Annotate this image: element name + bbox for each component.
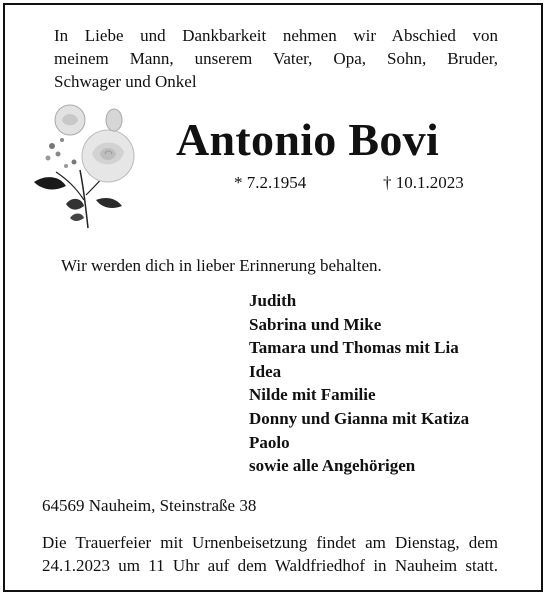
- mourner-entry: Sabrina und Mike: [249, 314, 382, 334]
- death-date: † 10.1.2023: [383, 173, 464, 192]
- mourner-entry: Idea: [249, 361, 282, 381]
- intro-line: meinem Mann, unserem Vater, Opa, Sohn, Bruder,: [54, 49, 498, 68]
- mourners-list: [249, 289, 469, 478]
- mourner-entry: Tamara und Thomas mit Lia: [249, 338, 459, 358]
- rose-bouquet-icon: [26, 100, 146, 240]
- mourner-entry: Judith: [249, 291, 297, 310]
- deceased-name: Antonio Bovi: [176, 114, 440, 165]
- mourner-entry: Donny und Gianna mit Katiza: [249, 408, 470, 428]
- mourner-entry: Nilde mit Familie: [249, 385, 376, 405]
- ceremony-line: Die Trauerfeier mit Urnenbeisetzung findet am Dienstag, dem: [42, 533, 498, 552]
- mourner-entry: Paolo: [249, 432, 290, 452]
- farewell-text: Wir werden dich in lieber Erinnerung behalten.: [61, 256, 382, 275]
- intro-line: Schwager und Onkel: [54, 72, 197, 91]
- ceremony-text: [42, 531, 498, 577]
- mourner-entry: sowie alle Angehörigen: [249, 456, 416, 476]
- birth-date: * 7.2.1954: [234, 173, 307, 192]
- family-address: 64569 Nauheim, Steinstraße 38: [42, 496, 257, 515]
- intro-line: In Liebe und Dankbarkeit nehmen wir Abschied von: [54, 26, 498, 45]
- ceremony-line: 24.1.2023 um 11 Uhr auf dem Waldfriedhof in Nauheim statt.: [42, 556, 498, 575]
- intro-text: [54, 24, 498, 93]
